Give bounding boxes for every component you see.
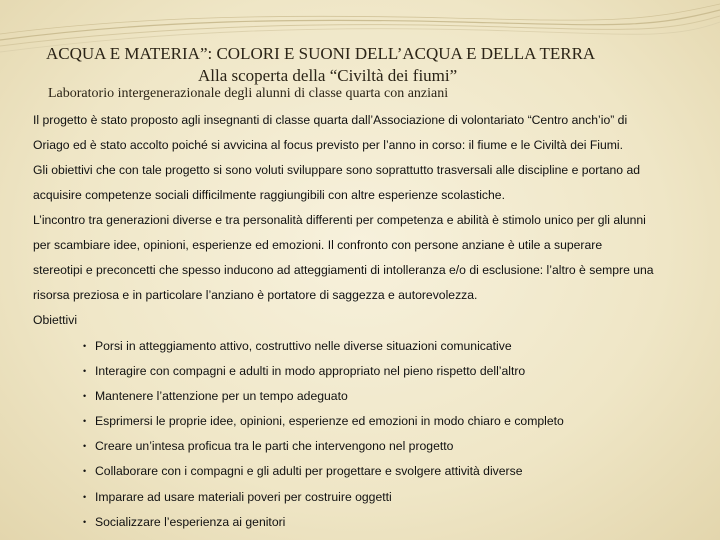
body-text-line: per scambiare idee, opinioni, esperienze ed emozioni. Il confronto con persone anziane è utile a superare xyxy=(33,238,603,252)
body-text-line: L’incontro tra generazioni diverse e tra personalità differenti per competenza e abilità è stimolo unico per gli alunni xyxy=(33,213,646,227)
objectives-heading: Obiettivi xyxy=(33,313,78,327)
bullet-icon: • xyxy=(83,366,87,376)
objective-text: Collaborare con i compagni e gli adulti per progettare e svolgere attività diverse xyxy=(95,464,523,478)
body-text-line: stereotipi e preconcetti che spesso inducono ad atteggiamenti di intolleranza e/o di esclusione: l’altro è sempre una xyxy=(33,263,654,277)
page-subtitle: Laboratorio intergenerazionale degli alunni di classe quarta con anziani xyxy=(48,86,449,101)
objective-text: Interagire con compagni e adulti in modo appropriato nel pieno rispetto dell’altro xyxy=(95,364,526,378)
objective-item xyxy=(83,364,525,378)
bullet-icon: • xyxy=(83,466,87,476)
objective-item xyxy=(83,515,285,529)
body-text-line: Gli obiettivi che con tale progetto si sono voluti sviluppare sono soprattutto trasversali alle discipline e portano ad xyxy=(33,163,641,177)
objective-item xyxy=(83,439,453,453)
objective-text: Imparare ad usare materiali poveri per costruire oggetti xyxy=(95,490,392,504)
objective-item xyxy=(83,414,564,428)
body-text-line: acquisire competenze sociali difficilmente raggiungibili con altre esperienze scolastiche. xyxy=(33,188,505,202)
body-text-line: Oriago ed è stato accolto poiché si avvicina al focus previsto per l’anno in corso: il fiume e le Civiltà dei Fiumi. xyxy=(33,138,624,152)
objective-item xyxy=(83,490,392,504)
bullet-icon: • xyxy=(83,441,87,451)
body-text-line: risorsa preziosa e in particolare l’anziano è portatore di saggezza e autorevolezza. xyxy=(33,288,478,302)
page-title: ACQUA E MATERIA”: COLORI E SUONI DELL’ACQUA E DELLA TERRA xyxy=(46,44,596,63)
objective-text: Creare un’intesa proficua tra le parti che intervengono nel progetto xyxy=(95,439,454,453)
bullet-icon: • xyxy=(83,341,87,351)
objective-item xyxy=(83,339,512,353)
page-title-line2: Alla scoperta della “Civiltà dei fiumi” xyxy=(198,66,458,85)
objective-text: Esprimersi le proprie idee, opinioni, esperienze ed emozioni in modo chiaro e completo xyxy=(95,414,564,428)
bullet-icon: • xyxy=(83,391,87,401)
objective-item xyxy=(83,464,522,478)
body-text-line: Il progetto è stato proposto agli insegnanti di classe quarta dall’Associazione di volontariato “Centro anch’io” di xyxy=(33,113,628,127)
objective-text: Mantenere l’attenzione per un tempo adeguato xyxy=(95,389,348,403)
bullet-icon: • xyxy=(83,416,87,426)
objective-item xyxy=(83,389,348,403)
bullet-icon: • xyxy=(83,492,87,502)
objective-text: Socializzare l’esperienza ai genitori xyxy=(95,515,286,529)
bullet-icon: • xyxy=(83,517,87,527)
objective-text: Porsi in atteggiamento attivo, costruttivo nelle diverse situazioni comunicative xyxy=(95,339,512,353)
